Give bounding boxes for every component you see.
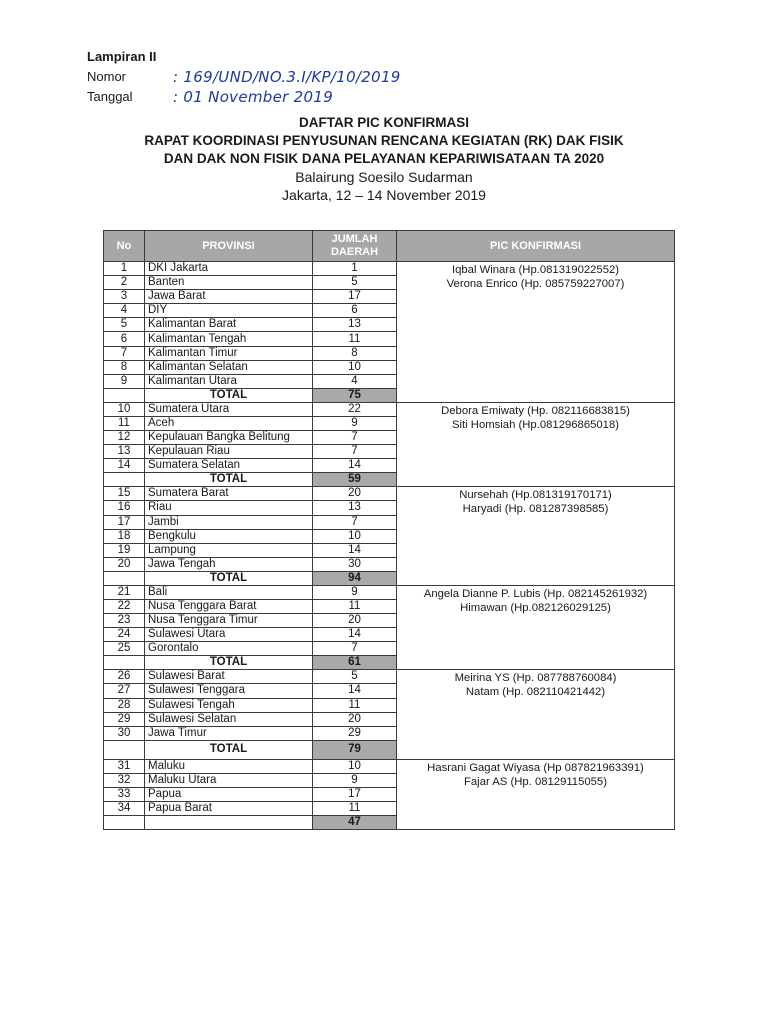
row-provinsi: Sumatera Barat <box>145 487 313 501</box>
header-jumlah: JUMLAH DAERAH <box>313 231 397 262</box>
row-provinsi: Maluku Utara <box>145 773 313 787</box>
row-provinsi: Papua Barat <box>145 802 313 816</box>
header-pic: PIC KONFIRMASI <box>397 231 675 262</box>
row-no: 6 <box>104 332 145 346</box>
pic-cell <box>397 670 675 759</box>
total-label: TOTAL <box>145 740 313 759</box>
table-row <box>104 262 675 276</box>
total-value: 59 <box>313 473 397 487</box>
row-provinsi: Aceh <box>145 416 313 430</box>
row-jumlah: 4 <box>313 374 397 388</box>
row-provinsi: Sumatera Utara <box>145 402 313 416</box>
row-no: 9 <box>104 374 145 388</box>
total-spacer <box>104 388 145 402</box>
row-provinsi: Nusa Tenggara Barat <box>145 599 313 613</box>
pic-contact: Debora Emiwaty (Hp. 082116683815) <box>441 404 630 417</box>
document-title <box>0 114 768 204</box>
total-value: 79 <box>313 740 397 759</box>
row-provinsi: Sulawesi Tengah <box>145 698 313 712</box>
row-no: 29 <box>104 712 145 726</box>
total-label <box>145 816 313 830</box>
row-provinsi: Banten <box>145 276 313 290</box>
venue: Balairung Soesilo Sudarman <box>295 169 473 185</box>
pic-contact: Himawan (Hp.082126029125) <box>460 601 611 614</box>
row-provinsi: Jawa Barat <box>145 290 313 304</box>
row-provinsi: Jambi <box>145 515 313 529</box>
table-body <box>104 262 675 830</box>
row-provinsi: Sumatera Selatan <box>145 459 313 473</box>
total-value: 94 <box>313 571 397 585</box>
row-provinsi: Jawa Timur <box>145 726 313 740</box>
row-no: 25 <box>104 642 145 656</box>
pic-contact: Siti Homsiah (Hp.081296865018) <box>451 418 620 431</box>
row-no: 4 <box>104 304 145 318</box>
letter-meta <box>87 47 401 107</box>
row-no: 13 <box>104 445 145 459</box>
row-provinsi: Maluku <box>145 759 313 773</box>
pic-contact: Haryadi (Hp. 081287398585) <box>462 503 609 516</box>
row-provinsi: Kalimantan Selatan <box>145 360 313 374</box>
row-no: 33 <box>104 788 145 802</box>
header-provinsi: PROVINSI <box>145 231 313 262</box>
row-provinsi: Bengkulu <box>145 529 313 543</box>
total-spacer <box>104 740 145 759</box>
row-jumlah: 10 <box>313 360 397 374</box>
table-row <box>104 759 675 773</box>
row-jumlah: 11 <box>313 332 397 346</box>
row-jumlah: 9 <box>313 585 397 599</box>
row-no: 31 <box>104 759 145 773</box>
row-no: 8 <box>104 360 145 374</box>
row-jumlah: 7 <box>313 445 397 459</box>
row-no: 26 <box>104 670 145 684</box>
row-no: 14 <box>104 459 145 473</box>
row-no: 2 <box>104 276 145 290</box>
row-jumlah: 7 <box>313 515 397 529</box>
pic-contact: Hasrani Gagat Wiyasa (Hp 087821963391) <box>427 761 644 774</box>
pic-cell <box>397 759 675 829</box>
row-provinsi: Nusa Tenggara Timur <box>145 614 313 628</box>
row-jumlah: 7 <box>313 431 397 445</box>
row-no: 22 <box>104 599 145 613</box>
row-no: 30 <box>104 726 145 740</box>
row-jumlah: 11 <box>313 599 397 613</box>
row-no: 15 <box>104 487 145 501</box>
table-row <box>104 402 675 416</box>
table-header-row <box>104 231 675 262</box>
title-line-3: DAN DAK NON FISIK DANA PELAYANAN KEPARIWISATAAN TA 2020 <box>163 151 605 166</box>
row-jumlah: 1 <box>313 262 397 276</box>
row-no: 24 <box>104 628 145 642</box>
row-provinsi: Jawa Tengah <box>145 557 313 571</box>
row-provinsi: Kalimantan Utara <box>145 374 313 388</box>
title-line-1: DAFTAR PIC KONFIRMASI <box>299 115 469 130</box>
row-jumlah: 7 <box>313 642 397 656</box>
row-jumlah: 17 <box>313 290 397 304</box>
row-provinsi: Riau <box>145 501 313 515</box>
row-provinsi: Gorontalo <box>145 642 313 656</box>
pic-contact: Verona Enrico (Hp. 085759227007) <box>446 278 625 290</box>
row-jumlah: 30 <box>313 557 397 571</box>
row-provinsi: Sulawesi Selatan <box>145 712 313 726</box>
row-jumlah: 5 <box>313 670 397 684</box>
total-spacer <box>104 571 145 585</box>
row-no: 34 <box>104 802 145 816</box>
nomor-label: Nomor <box>87 69 127 84</box>
total-value: 47 <box>313 816 397 830</box>
row-no: 1 <box>104 262 145 276</box>
tanggal-label: Tanggal <box>87 89 133 104</box>
row-jumlah: 22 <box>313 402 397 416</box>
row-jumlah: 9 <box>313 773 397 787</box>
total-value: 75 <box>313 388 397 402</box>
row-provinsi: Kalimantan Barat <box>145 318 313 332</box>
total-label: TOTAL <box>145 656 313 670</box>
row-no: 28 <box>104 698 145 712</box>
total-spacer <box>104 656 145 670</box>
pic-cell <box>397 487 675 586</box>
row-jumlah: 11 <box>313 802 397 816</box>
row-jumlah: 6 <box>313 304 397 318</box>
row-no: 21 <box>104 585 145 599</box>
row-no: 7 <box>104 346 145 360</box>
row-provinsi: Sulawesi Utara <box>145 628 313 642</box>
pic-contact: Meirina YS (Hp. 087788760084) <box>454 672 617 685</box>
row-no: 5 <box>104 318 145 332</box>
row-provinsi: Sulawesi Tenggara <box>145 684 313 698</box>
pic-cell <box>397 402 675 486</box>
pic-table <box>103 230 675 830</box>
row-jumlah: 14 <box>313 628 397 642</box>
row-jumlah: 29 <box>313 726 397 740</box>
row-provinsi: Kepulauan Riau <box>145 445 313 459</box>
row-provinsi: Lampung <box>145 543 313 557</box>
row-provinsi: Kepulauan Bangka Belitung <box>145 431 313 445</box>
nomor-value: : 169/UND/NO.3.I/KP/10/2019 <box>173 68 401 86</box>
row-no: 10 <box>104 402 145 416</box>
row-jumlah: 13 <box>313 318 397 332</box>
lampiran-label: Lampiran II <box>87 49 157 64</box>
row-jumlah: 11 <box>313 698 397 712</box>
row-jumlah: 20 <box>313 487 397 501</box>
row-provinsi: DIY <box>145 304 313 318</box>
row-jumlah: 17 <box>313 788 397 802</box>
row-no: 19 <box>104 543 145 557</box>
row-provinsi: Papua <box>145 788 313 802</box>
total-label: TOTAL <box>145 388 313 402</box>
pic-cell <box>397 585 675 669</box>
row-jumlah: 10 <box>313 529 397 543</box>
row-jumlah: 14 <box>313 543 397 557</box>
date-place: Jakarta, 12 – 14 November 2019 <box>282 187 486 203</box>
total-label: TOTAL <box>145 473 313 487</box>
pic-contact: Iqbal Winara (Hp.081319022552) <box>451 264 620 276</box>
title-line-2: RAPAT KOORDINASI PENYUSUNAN RENCANA KEGIATAN (RK) DAK FISIK <box>144 133 624 148</box>
tanggal-value: : 01 November 2019 <box>173 88 334 106</box>
row-no: 20 <box>104 557 145 571</box>
total-spacer <box>104 816 145 830</box>
row-no: 23 <box>104 614 145 628</box>
row-jumlah: 13 <box>313 501 397 515</box>
table-row <box>104 487 675 501</box>
pic-contact: Fajar AS (Hp. 08129115055) <box>464 775 607 788</box>
total-label: TOTAL <box>145 571 313 585</box>
table-row <box>104 670 675 684</box>
pic-cell <box>397 262 675 403</box>
row-no: 18 <box>104 529 145 543</box>
row-no: 11 <box>104 416 145 430</box>
pic-contact: Angela Dianne P. Lubis (Hp. 082145261932) <box>423 587 648 600</box>
row-no: 17 <box>104 515 145 529</box>
row-provinsi: Bali <box>145 585 313 599</box>
row-jumlah: 20 <box>313 614 397 628</box>
total-value: 61 <box>313 656 397 670</box>
row-jumlah: 5 <box>313 276 397 290</box>
header-no: No <box>104 231 145 262</box>
pic-contact: Nursehah (Hp.081319170171) <box>459 489 612 502</box>
row-provinsi: Kalimantan Tengah <box>145 332 313 346</box>
row-provinsi: Sulawesi Barat <box>145 670 313 684</box>
row-no: 12 <box>104 431 145 445</box>
row-provinsi: DKI Jakarta <box>145 262 313 276</box>
row-no: 3 <box>104 290 145 304</box>
total-spacer <box>104 473 145 487</box>
row-jumlah: 14 <box>313 684 397 698</box>
row-no: 27 <box>104 684 145 698</box>
table-row <box>104 585 675 599</box>
pic-contact: Natam (Hp. 082110421442) <box>465 686 606 699</box>
row-jumlah: 10 <box>313 759 397 773</box>
row-jumlah: 14 <box>313 459 397 473</box>
row-jumlah: 20 <box>313 712 397 726</box>
row-no: 16 <box>104 501 145 515</box>
row-provinsi: Kalimantan Timur <box>145 346 313 360</box>
row-jumlah: 8 <box>313 346 397 360</box>
row-jumlah: 9 <box>313 416 397 430</box>
row-no: 32 <box>104 773 145 787</box>
